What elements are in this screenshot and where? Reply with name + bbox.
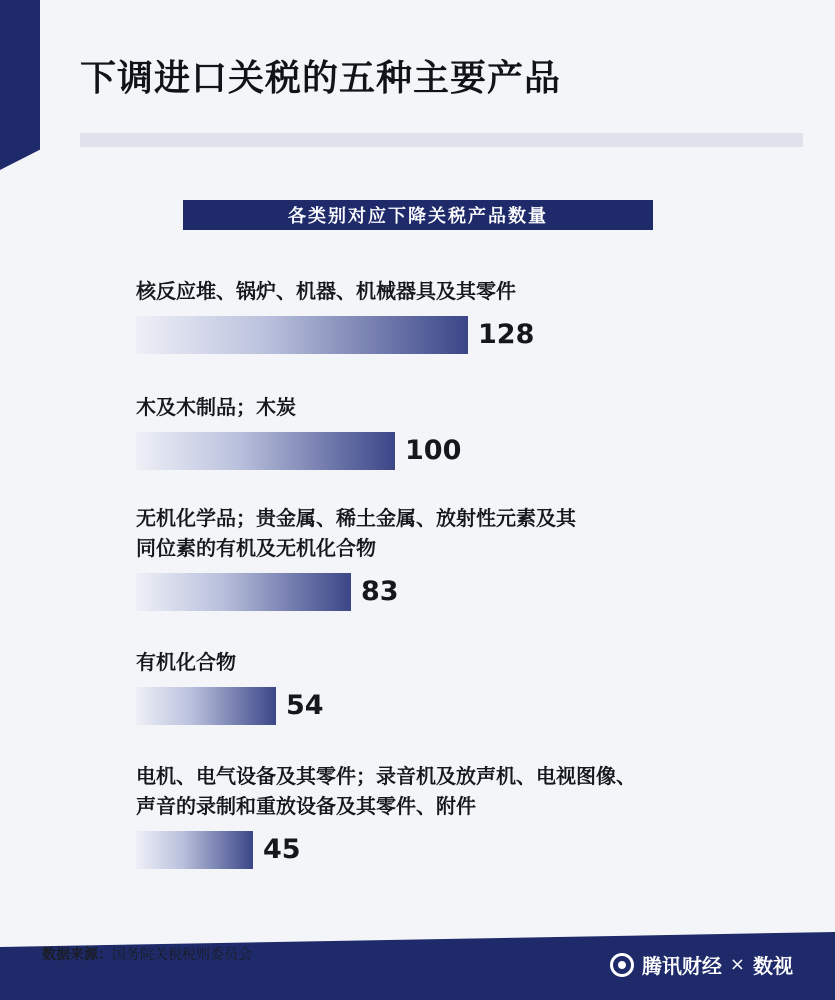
value-label: 54: [286, 690, 324, 721]
value-label: 83: [361, 576, 399, 607]
page-title: 下调进口关税的五种主要产品: [80, 58, 562, 99]
chart-title: 各类别对应下降关税产品数量: [183, 200, 653, 230]
category-label: [136, 276, 736, 306]
bar: [136, 573, 351, 611]
category-label-line: 声音的录制和重放设备及其零件、附件: [136, 794, 476, 818]
bar: [136, 831, 253, 869]
brand-times: ×: [729, 954, 745, 975]
category-label: [136, 761, 736, 821]
category-label-line: 有机化合物: [136, 650, 236, 674]
data-source-key: 数据来源：: [42, 947, 112, 963]
category-label-line: 电机、电气设备及其零件；录音机及放声机、电视图像、: [136, 764, 636, 788]
brand-partner: 数视: [753, 954, 793, 978]
category-label-line: 核反应堆、锅炉、机器、机械器具及其零件: [136, 279, 516, 303]
category-label: [136, 392, 736, 422]
data-source: [42, 944, 252, 964]
category-label-line: 同位素的有机及无机化合物: [136, 536, 376, 560]
bar: [136, 432, 395, 470]
bar: [136, 687, 276, 725]
category-label-line: 无机化学品；贵金属、稀土金属、放射性元素及其: [136, 506, 576, 530]
value-label: 45: [263, 834, 301, 865]
category-label: [136, 503, 736, 563]
bar: [136, 316, 468, 354]
value-label: 128: [478, 319, 535, 350]
category-label: [136, 647, 736, 677]
corner-decoration: [0, 0, 40, 170]
tencent-finance-logo-icon: [610, 953, 634, 977]
data-source-value: 国务院关税税则委员会: [112, 947, 252, 963]
brand-name: 腾讯财经: [641, 954, 722, 978]
brand-logo: [610, 950, 793, 979]
value-label: 100: [405, 435, 462, 466]
title-divider: [80, 133, 803, 147]
category-label-line: 木及木制品；木炭: [136, 395, 296, 419]
